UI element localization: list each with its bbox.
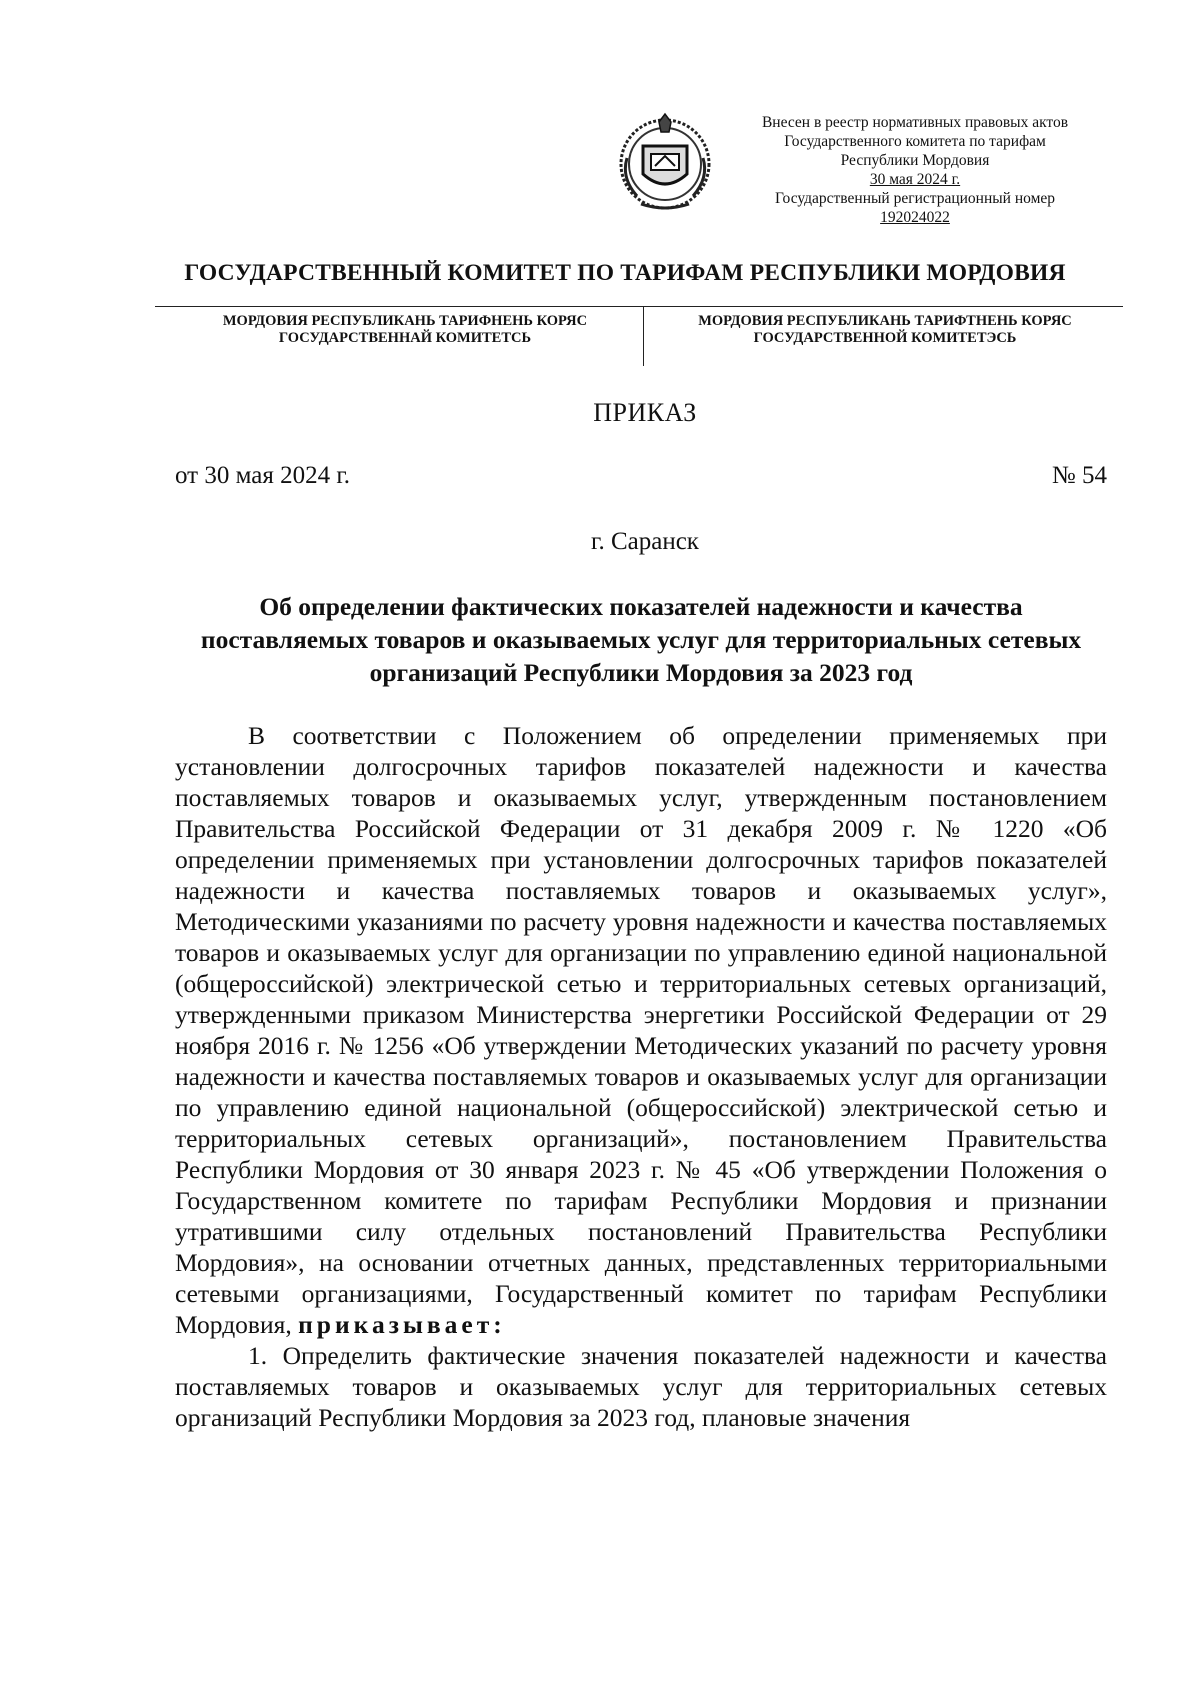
committee-name-erzya (655, 313, 1115, 347)
registry-line-3: Республики Мордовия (840, 152, 990, 169)
moksha-line-1: МОРДОВИЯ РЕСПУБЛИКАНЬ ТАРИФНЕНЬ КОРЯС (222, 313, 588, 329)
moksha-line-2: ГОСУДАРСТВЕННАЙ КОМИТЕТСЬ (278, 330, 532, 346)
header-divider-right (643, 306, 1123, 307)
order-title: ПРИКАЗ (593, 398, 697, 427)
registry-date: 30 мая 2024 г. (869, 171, 961, 188)
erzya-line-1: МОРДОВИЯ РЕСПУБЛИКАНЬ ТАРИФТНЕНЬ КОРЯС (698, 313, 1072, 329)
registry-line-5: Государственный регистрационный номер (774, 190, 1056, 207)
registry-line-1: Внесен в реестр нормативных правовых актов (761, 114, 1069, 131)
header-divider-vertical (643, 306, 644, 366)
order-body (175, 720, 1107, 1433)
order-subject: Об определении фактических показателей надежности и качества поставляемых товаров и оказываемых услуг для территориальных сетевых организаций Республики Мордовия за 2023 год (200, 592, 1082, 687)
body-paragraph-2: 1. Определить фактические значения показателей надежности и качества поставляемых товаров и оказываемых услуг для территориальных сетевых организаций Республики Мордовия за 2023 год, плановые значения (175, 1341, 1107, 1432)
order-city: г. Саранск (591, 528, 699, 555)
registry-line-2: Государственного комитета по тарифам (784, 133, 1046, 150)
order-number: № 54 (1051, 462, 1107, 489)
header-divider-left (155, 306, 643, 307)
coat-of-arms-emblem (613, 108, 718, 216)
registry-stamp (735, 113, 1095, 227)
body-paragraph-1 (175, 720, 1107, 1340)
orders-word: приказывает: (298, 1310, 506, 1339)
committee-name-moksha (175, 313, 635, 347)
committee-title: ГОСУДАРСТВЕННЫЙ КОМИТЕТ ПО ТАРИФАМ РЕСПУБЛИКИ МОРДОВИЯ (184, 260, 1066, 286)
erzya-line-2: ГОСУДАРСТВЕННОЙ КОМИТЕТЭСЬ (753, 330, 1017, 346)
registry-number: 192024022 (880, 209, 950, 226)
paragraph-1-text: В соответствии с Положением об определении применяемых при установлении долгосрочных тарифов показателей надежности и качества поставляемых товаров и оказываемых услуг, утвержденным постановлением Правительства Российской Федерации от 31 декабря 2009 г. № 1220 «Об определении применяемых при установлении долгосрочных тарифов показателей надежности и качества поставляемых товаров и оказываемых услуг», Методическими указаниями по расчету уровня надежности и качества поставляемых товаров и оказываемых услуг для организации по управлению единой национальной (общероссийской) электрической сетью и территориальных сетевых организаций, утвержденными приказом Министерства энергетики Российской Федерации от 29 ноября 2016 г. № 1256 «Об утверждении Методических указаний по расчету уровня надежности и качества поставляемых товаров и оказываемых услуг для организации по управлению единой национальной (общероссийской) электрической сетью и территориальных сетевых организаций», постановлением Правительства Республики Мордовия от 30 января 2023 г. № 45 «Об утверждении Положения о Государственном комитете по тарифам Республики Мордовия и признании утратившими силу отдельных постановлений Правительства Республики Мордовия», на основании отчетных данных, представленных территориальными сетевыми организациями, Государственный комитет по тарифам Республики Мордовия, (175, 721, 1107, 1339)
order-date: от 30 мая 2024 г. (175, 462, 351, 489)
